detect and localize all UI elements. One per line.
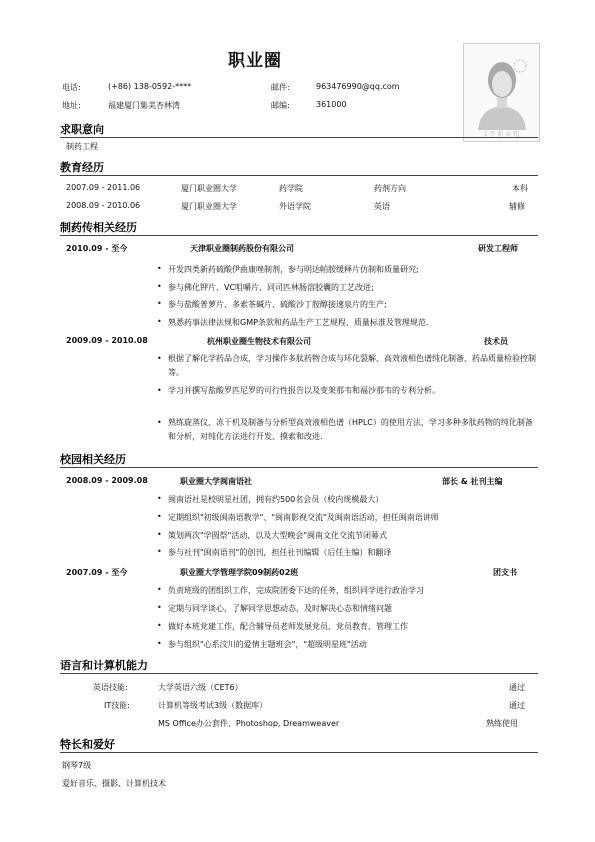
work-company: 杭州职业圈生物技术有限公司 [207,337,311,346]
skill-level: 通过 [509,683,525,692]
list-item: • 负责班级的团组织工作，完成院团委下达的任务，组织同学进行政治学习 [157,585,424,595]
bullet-icon: • [157,317,162,326]
phone-label: 电话: [62,83,81,92]
list-item: • 熟练旋蒸仪、冻干机及制备与分析型高效液相色谱（HPLC）的使用方法，学习多种多肽药物的纯化制备和分析，对纯化方法进行开发、摸索和改进. [157,418,533,441]
list-item: • 参与佛化钾片、VC咀嚼片、同司匹林肠溶胶囊的工艺改进; [157,282,374,292]
bullet-icon: • [157,530,162,539]
bullet-icon: • [157,264,162,273]
campus-role: 团支书 [493,568,517,577]
section-divider [60,467,538,468]
section-title-work: 制药传相关经历 [60,221,137,234]
education-major: 英语 [374,202,390,211]
section-title-campus: 校园相关经历 [60,453,126,466]
bullet-icon: • [157,585,162,594]
list-item: • 开发四类新药硫酸伊曲康唑制剂，参与明达帕胺缓释片仿制和质量研究; [157,264,419,274]
education-degree: 辅修 [509,202,525,211]
list-item: • 参与社刊"闽南语刊"的创刊，担任社刊编辑（后任主编）和翻译 [157,547,392,557]
email-value[interactable]: 963476990@qq.com [316,82,400,91]
section-divider [60,175,538,176]
section-divider [60,137,538,138]
section-divider [60,235,538,236]
hobby-item: 爱好音乐、摄影、计算机技术 [62,779,166,788]
address-value: 福建厦门集美杏林湾 [108,101,180,110]
list-item: • 根据了解化学药品合成，学习操作多肽药物合成与环化裂解、高效液相色谱纯化制备、药品质量检验控制等。 [157,354,536,377]
work-period: 2009.09 - 2010.08 [66,336,148,345]
resume-name: 职业圈 [228,51,282,71]
skill-level: 通过 [509,701,525,710]
section-title-skills: 语言和计算机能力 [60,659,148,672]
profile-photo [463,43,540,142]
skill-value: 计算机等级考试3级（数据库） [158,701,268,710]
bullet-icon: • [157,354,162,363]
list-item: • 熟悉药事法律法规和GMP条款和药品生产工艺规程、质量标准及管理规范. [157,317,429,327]
list-item: • 闽南语社是校明星社团，拥有约500名会员（校内规模最大） [157,494,384,504]
bullet-icon: • [157,603,162,612]
bullet-icon: • [157,494,162,503]
bullet-icon: • [157,512,162,521]
education-major: 药剂方向 [374,184,406,193]
bullet-icon: • [157,282,162,291]
work-period: 2010.09 - 至今 [66,244,128,253]
photo-caption: 1 宇 职 业 帽 [483,131,520,138]
section-divider [60,673,538,674]
section-title-hobbies: 特长和爱好 [60,738,115,751]
phone-value: (+86) 138-0592-**** [108,82,192,91]
education-school: 厦门职业圈大学 [181,202,237,211]
skill-level: 熟练使用 [486,719,518,728]
bullet-icon: • [157,386,162,395]
list-item: • 参与组织"心系汶川的爱情主题班会"，"超级明星班"活动 [157,639,367,649]
zip-label: 邮编: [271,101,290,110]
list-item: • 定期组织"初级闽南语教学"、"闽南影视交流"及闽南语活动，担任闽南语讲师 [157,512,439,522]
zip-value: 361000 [316,100,347,109]
campus-org: 职业圈大学闽南语社 [180,477,252,486]
education-period: 2008.09 - 2010.06 [66,201,141,210]
campus-org: 职业圈大学管理学院09制药02班 [180,568,299,577]
list-item: • 策划两次"学圆祭"活动，以及大型晚会"闽南文化交流节闭幕式 [157,530,388,540]
education-period: 2007.09 - 2011.06 [66,183,141,192]
section-title-education: 教育经历 [60,161,104,174]
work-company: 天津职业圈制药股份有限公司 [190,244,294,253]
address-label: 地址: [62,101,81,110]
email-label: 邮件: [271,83,290,92]
skill-label: 英语技能: [93,683,128,692]
skill-value: MS Office办公套件、Photoshop, Dreamweaver [158,719,340,728]
campus-period: 2007.09 - 至今 [66,568,128,577]
list-item: • 参与盐酸普萝片、多索茶碱片、硫酸沙丁胺醇接速泉片的生产; [157,299,387,309]
intent-text: 制药工程 [66,142,98,151]
list-item: • 学习并撰写盐酸罗匹尼罗的可行性报告以及变架那韦和福沙那韦的专利分析。 [168,384,540,398]
education-school: 厦门职业圈大学 [181,184,237,193]
list-item: • 做好本班党建工作，配合辅导员老师发展党员、党员教育、管理工作 [157,621,408,631]
education-college: 外语学院 [279,202,311,211]
skill-label: IT技能: [104,701,130,710]
campus-period: 2008.09 - 2009.08 [66,476,148,485]
bullet-icon: • [157,621,162,630]
hobby-item: 钢琴7级 [62,761,92,770]
education-college: 药学院 [279,184,303,193]
section-title-intent: 求职意向 [60,123,104,136]
work-role: 技术员 [484,337,508,346]
list-item: • 定期与同学谈心，了解同学思想动态，及时解决心态和情绪问题 [157,603,392,613]
bullet-icon: • [157,547,162,556]
education-degree: 本科 [512,184,528,193]
bullet-icon: • [157,299,162,308]
campus-role: 部长 & 社刊主编 [442,477,503,486]
bullet-icon: • [157,639,162,648]
skill-value: 大学英语六级（CET6） [158,683,243,692]
bullet-icon: • [157,418,162,427]
section-divider [60,752,538,753]
work-role: 研发工程师 [478,244,518,253]
